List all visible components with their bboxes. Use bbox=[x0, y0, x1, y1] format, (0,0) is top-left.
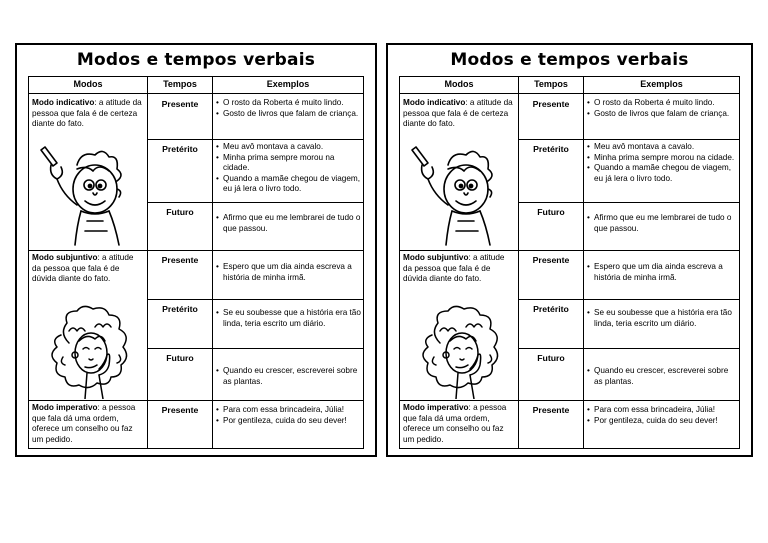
header-exemplos: Exemplos bbox=[266, 79, 310, 89]
tense-label: Presente bbox=[532, 255, 570, 265]
examples-cell bbox=[215, 213, 361, 234]
tense-label: Pretérito bbox=[533, 304, 569, 314]
example-item: • O rosto da Roberta é muito lindo. bbox=[215, 98, 361, 109]
tense-label: Futuro bbox=[166, 353, 194, 363]
example-item: • Quando a mamãe chegou de viagem, eu já lera o livro todo. bbox=[215, 174, 361, 195]
curly-haired-girl-icon bbox=[410, 303, 510, 399]
examples-cell bbox=[586, 213, 737, 234]
tense-label: Pretérito bbox=[162, 144, 198, 154]
examples-cell bbox=[586, 142, 737, 184]
curly-haired-girl-icon bbox=[39, 303, 139, 399]
mode-indicativo-text: Modo indicativo: a atitude da pessoa que fala é de certeza diante do fato. bbox=[32, 98, 142, 128]
example-item: • Minha prima sempre morou na cidade. bbox=[215, 153, 361, 174]
card-title: Modos e tempos verbais bbox=[76, 50, 316, 70]
example-item: • Afirmo que eu me lembrarei de tudo o que passou. bbox=[586, 213, 737, 234]
example-item: • Meu avô montava a cavalo. bbox=[215, 142, 361, 153]
example-item: • Quando eu crescer, escreverei sobre as plantas. bbox=[215, 366, 361, 387]
example-item: • Quando a mamãe chegou de viagem, eu já lera o livro todo. bbox=[586, 163, 737, 184]
tense-label: Presente bbox=[161, 99, 199, 109]
examples-cell bbox=[586, 262, 737, 283]
tense-label: Futuro bbox=[537, 353, 565, 363]
tense-label: Futuro bbox=[537, 207, 565, 217]
example-item: • Por gentileza, cuida do seu dever! bbox=[215, 416, 361, 427]
worksheet-card-left bbox=[15, 43, 377, 457]
example-item: • Por gentileza, cuida do seu dever! bbox=[586, 416, 737, 427]
example-item: • Meu avô montava a cavalo. bbox=[586, 142, 737, 153]
header-modos: Modos bbox=[73, 79, 103, 89]
boy-with-pencil-icon bbox=[37, 145, 137, 249]
examples-cell bbox=[215, 262, 361, 283]
example-item: • Para com essa brincadeira, Júlia! bbox=[586, 405, 737, 416]
tense-label: Presente bbox=[161, 405, 199, 415]
boy-with-pencil-icon bbox=[408, 145, 508, 249]
tense-label: Presente bbox=[161, 255, 199, 265]
example-item: • Se eu soubesse que a história era tão linda, teria escrito um diário. bbox=[215, 308, 361, 329]
examples-cell bbox=[215, 366, 361, 387]
examples-cell bbox=[215, 98, 361, 119]
tense-label: Presente bbox=[532, 99, 570, 109]
header-tempos: Tempos bbox=[163, 79, 197, 89]
example-item: • Gosto de livros que falam de criança. bbox=[586, 109, 737, 120]
tense-label: Presente bbox=[532, 405, 570, 415]
examples-cell bbox=[586, 308, 737, 329]
mode-indicativo-text: Modo indicativo: a atitude da pessoa que fala é de certeza diante do fato. bbox=[403, 98, 513, 128]
table-header bbox=[29, 77, 363, 94]
examples-cell bbox=[215, 405, 361, 426]
mode-subjuntivo-text: Modo subjuntivo: a atitude da pessoa que fala é de dúvida diante do fato. bbox=[403, 253, 505, 283]
examples-cell bbox=[215, 308, 361, 329]
tense-label: Pretérito bbox=[533, 144, 569, 154]
verb-table bbox=[399, 76, 740, 449]
table-header bbox=[400, 77, 739, 94]
tense-label: Futuro bbox=[166, 207, 194, 217]
mode-imperativo-text: Modo imperativo: a pessoa que fala dá uma ordem, oferece um conselho ou faz um pedido. bbox=[32, 403, 136, 444]
example-item: • Quando eu crescer, escreverei sobre as plantas. bbox=[586, 366, 737, 387]
header-exemplos: Exemplos bbox=[640, 79, 683, 89]
example-item: • Para com essa brincadeira, Júlia! bbox=[215, 405, 361, 416]
example-item: • Afirmo que eu me lembrarei de tudo o que passou. bbox=[215, 213, 361, 234]
examples-cell bbox=[586, 98, 737, 119]
example-item: • Minha prima sempre morou na cidade. bbox=[586, 153, 737, 164]
header-tempos: Tempos bbox=[534, 79, 568, 89]
mode-subjuntivo-text: Modo subjuntivo: a atitude da pessoa que fala é de dúvida diante do fato. bbox=[32, 253, 134, 283]
worksheet-card-right bbox=[386, 43, 753, 457]
examples-cell bbox=[586, 405, 737, 426]
examples-cell bbox=[215, 142, 361, 195]
example-item: • Se eu soubesse que a história era tão linda, teria escrito um diário. bbox=[586, 308, 737, 329]
example-item: • Espero que um dia ainda escreva a história de minha irmã. bbox=[215, 262, 361, 283]
example-item: • Gosto de livros que falam de criança. bbox=[215, 109, 361, 120]
examples-cell bbox=[586, 366, 737, 387]
example-item: • O rosto da Roberta é muito lindo. bbox=[586, 98, 737, 109]
card-title: Modos e tempos verbais bbox=[450, 50, 689, 70]
header-modos: Modos bbox=[444, 79, 474, 89]
verb-table bbox=[28, 76, 364, 449]
tense-label: Pretérito bbox=[162, 304, 198, 314]
mode-imperativo-text: Modo imperativo: a pessoa que fala dá uma ordem, oferece um conselho ou faz um pedido. bbox=[403, 403, 507, 444]
example-item: • Espero que um dia ainda escreva a história de minha irmã. bbox=[586, 262, 737, 283]
